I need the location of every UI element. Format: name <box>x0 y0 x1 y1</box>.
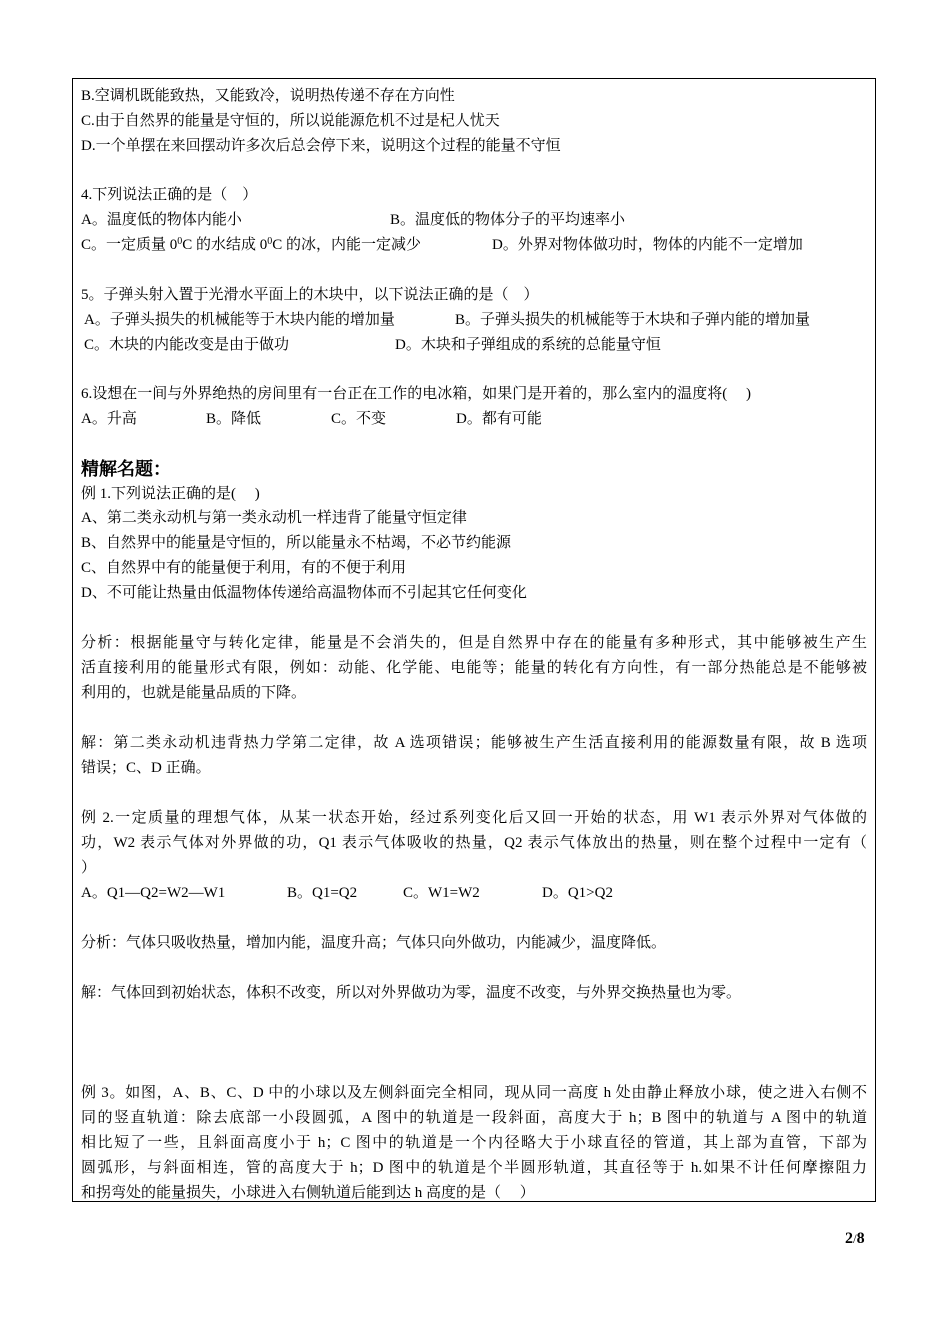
q6-option-b: B。降低 <box>206 411 262 427</box>
q4-option-d: D。外界对物体做功时，物体的内能不一定增加 <box>492 237 803 253</box>
ex1-solution-line-2: 错误；C、D 正确。 <box>81 760 211 776</box>
q5-option-c: C。木块的内能改变是由于做功 <box>84 337 290 353</box>
q6-option-a: A。升高 <box>81 411 137 427</box>
ex2-option-a: A。Q1—Q2=W2—W1 <box>81 885 226 901</box>
ex1-option-b: B、自然界中的能量是守恒的，所以能量永不枯竭，不必节约能源 <box>81 535 512 551</box>
ex1-analysis-line-3: 利用的，也就是能量品质的下降。 <box>81 685 307 701</box>
ex1-option-d: D、不可能让热量由低温物体传递给高温物体而不引起其它任何变化 <box>81 585 527 601</box>
ex3-line-1: 例 3。如图，A、B、C、D 中的小球以及左侧斜面完全相同，现从同一高度 h 处由静止释放小球，使之进入右侧不 <box>81 1085 867 1101</box>
ex1-solution-line-1: 解：第二类永动机违背热力学第二定律，故 A 选项错误；能够被生产生活直接利用的能源数量有限，故 B 选项 <box>81 735 867 751</box>
q5-option-d: D。木块和子弹组成的系统的总能量守恒 <box>395 337 661 353</box>
page-number: 2/8 <box>845 1230 865 1247</box>
q6-stem: 6.设想在一间与外界绝热的房间里有一台正在工作的电冰箱，如果门是开着的，那么室内的温度将( ) <box>81 386 751 402</box>
ex2-option-b: B。Q1=Q2 <box>287 885 358 901</box>
ex3-line-4: 圆弧形，与斜面相连，管的高度大于 h；D 图中的轨道是个半圆形轨道，其直径等于 h.如果不计任何摩擦阻力 <box>81 1160 867 1176</box>
q5-option-b: B。子弹头损失的机械能等于木块和子弹内能的增加量 <box>455 312 811 328</box>
ex2-stem-line-1: 例 2.一定质量的理想气体，从某一状态开始，经过系列变化后又回一开始的状态，用 W1 表示外界对气体做的 <box>81 810 867 826</box>
ex1-option-c: C、自然界中有的能量便于利用，有的不便于利用 <box>81 560 407 576</box>
ex3-line-3: 相比短了一些，且斜面高度小于 h；C 图中的轨道是一个内径略大于小球直径的管道，其上部为直管，下部为 <box>81 1135 867 1151</box>
q4-option-b: B。温度低的物体分子的平均速率小 <box>390 212 626 228</box>
ex2-stem-line-3: ） <box>81 860 97 876</box>
ex1-analysis-line-1: 分析：根据能量守与转化定律，能量是不会消失的，但是自然界中存在的能量有多种形式，其中能够被生产生 <box>81 635 867 651</box>
ex1-analysis-line-2: 活直接利用的能量形式有限，例如：动能、化学能、电能等；能量的转化有方向性，有一部分热能总是不能够被 <box>81 660 867 676</box>
q5-option-a: A。子弹头损失的机械能等于木块内能的增加量 <box>84 312 395 328</box>
q4-option-a: A。温度低的物体内能小 <box>81 212 242 228</box>
q5-stem: 5。子弹头射入置于光滑水平面上的木块中，以下说法正确的是（ ） <box>81 287 539 303</box>
ex2-analysis: 分析：气体只吸收热量，增加内能，温度升高；气体只向外做功，内能减少，温度降低。 <box>81 935 667 951</box>
section-title: 精解名题： <box>81 459 171 479</box>
q6-option-c: C。不变 <box>331 411 387 427</box>
q3-option-b: B.空调机既能致热，又能致冷，说明热传递不存在方向性 <box>81 88 455 104</box>
ex2-solution: 解：气体回到初始状态，体积不改变，所以对外界做功为零，温度不改变，与外界交换热量也为零。 <box>81 985 742 1001</box>
q3-option-d: D.一个单摆在来回摆动许多次后总会停下来，说明这个过程的能量不守恒 <box>81 138 561 154</box>
q4-option-c: C。一定质量 $0^0C$ 的水结成 $0^0C$ 的冰，内能一定减少 <box>81 236 422 253</box>
q4-stem: 4.下列说法正确的是（ ） <box>81 187 258 203</box>
ex3-line-5: 和拐弯处的能量损失，小球进入右侧轨道后能到达 h 高度的是（ ） <box>81 1185 535 1201</box>
q3-option-c: C.由于自然界的能量是守恒的，所以说能源危机不过是杞人忧天 <box>81 113 500 129</box>
ex2-option-c: C。W1=W2 <box>403 885 480 901</box>
ex1-option-a: A、第二类永动机与第一类永动机一样违背了能量守恒定律 <box>81 510 467 526</box>
ex3-line-2: 同的竖直轨道：除去底部一小段圆弧，A 图中的轨道是一段斜面，高度大于 h；B 图中的轨道与 A 图中的轨道 <box>81 1110 867 1126</box>
ex2-stem-line-2: 功，W2 表示气体对外界做的功，Q1 表示气体吸收的热量，Q2 表示气体放出的热量，则在整个过程中一定有（ <box>81 835 867 851</box>
q6-option-d: D。都有可能 <box>456 411 542 427</box>
ex2-option-d: D。Q1>Q2 <box>542 885 613 901</box>
ex1-stem: 例 1.下列说法正确的是( ) <box>81 486 260 502</box>
